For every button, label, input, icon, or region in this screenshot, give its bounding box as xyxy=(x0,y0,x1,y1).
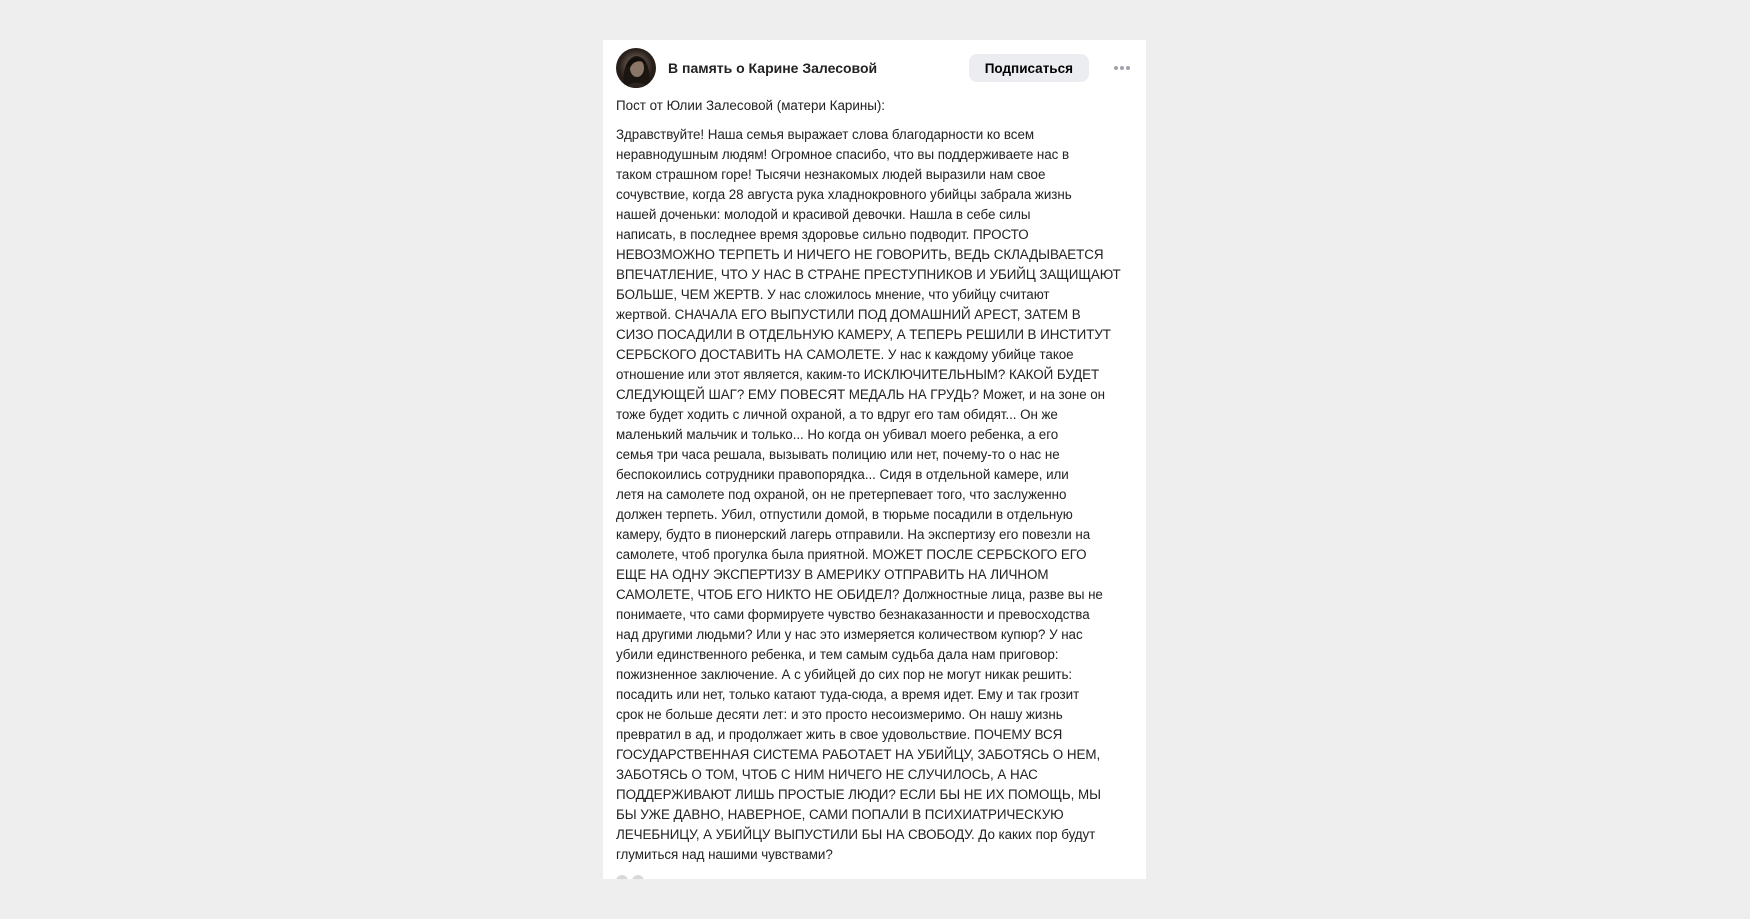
post-body xyxy=(616,96,1129,865)
post-line: БОЛЬШЕ, ЧЕМ ЖЕРТВ. У нас сложилось мнение, что убийцу считают xyxy=(616,287,1050,302)
community-name[interactable]: В память о Карине Залесовой xyxy=(668,60,878,76)
post-line: НЕВОЗМОЖНО ТЕРПЕТЬ И НИЧЕГО НЕ ГОВОРИТЬ, ВЕДЬ СКЛАДЫВАЕТСЯ xyxy=(616,247,1104,262)
post-line: маленький мальчик и только... Но когда он убивал моего ребенка, а его xyxy=(616,427,1059,442)
post-line: ЕЩЕ НА ОДНУ ЭКСПЕРТИЗУ В АМЕРИКУ ОТПРАВИТЬ НА ЛИЧНОМ xyxy=(616,567,1049,582)
post-line: сочувствие, когда 28 августа рука хладнокровного убийцы забрала жизнь xyxy=(616,187,1072,202)
post-line: убили единственного ребенка, и тем самым судьба дала нам приговор: xyxy=(616,647,1059,662)
post-line: ЛЕЧЕБНИЦУ, А УБИЙЦУ ВЫПУСТИЛИ БЫ НА СВОБОДУ. До каких пор будут xyxy=(616,827,1096,842)
post-line: нашей доченьки: молодой и красивой девочки. Нашла в себе силы xyxy=(616,207,1031,222)
post-line: пожизненное заключение. А с убийцей до сих пор не могут никак решить: xyxy=(616,667,1073,682)
post-line: понимаете, что сами формируете чувство безнаказанности и превосходства xyxy=(616,607,1090,622)
post-intro: Пост от Юлии Залесовой (матери Карины): xyxy=(616,98,886,113)
post-line: глумиться над нашими чувствами? xyxy=(616,847,833,862)
post-header xyxy=(616,46,1133,90)
post-line: тоже будет ходить с личной охраной, а то вдруг его там обидят... Он же xyxy=(616,407,1058,422)
avatar-photo xyxy=(616,48,656,88)
post-line: самолете, чтоб прогулка была приятной. МОЖЕТ ПОСЛЕ СЕРБСКОГО ЕГО xyxy=(616,547,1087,562)
post-line: беспокоились сотрудники правопорядка... Сидя в отдельной камере, или xyxy=(616,467,1069,482)
post-line: таком страшном горе! Тысячи незнакомых людей выразили нам свое xyxy=(616,167,1046,182)
more-horizontal-icon[interactable] xyxy=(1111,57,1133,79)
post-line: СИЗО ПОСАДИЛИ В ОТДЕЛЬНУЮ КАМЕРУ, А ТЕПЕРЬ РЕШИЛИ В ИНСТИТУТ xyxy=(616,327,1111,342)
reaction-icons xyxy=(616,875,644,879)
post-line: жертвой. СНАЧАЛА ЕГО ВЫПУСТИЛИ ПОД ДОМАШНИЙ АРЕСТ, ЗАТЕМ В xyxy=(616,307,1081,322)
post-line: ГОСУДАРСТВЕННАЯ СИСТЕМА РАБОТАЕТ НА УБИЙЦУ, ЗАБОТЯСЬ О НЕМ, xyxy=(616,747,1101,762)
post-line: СЛЕДУЮЩЕЙ ШАГ? ЕМУ ПОВЕСЯТ МЕДАЛЬ НА ГРУДЬ? Может, и на зоне он xyxy=(616,387,1106,402)
subscribe-button[interactable]: Подписаться xyxy=(969,54,1089,82)
post-line: СЕРБСКОГО ДОСТАВИТЬ НА САМОЛЕТЕ. У нас к каждому убийце такое xyxy=(616,347,1074,362)
post-line: семья три часа решала, вызывать полицию или нет, почему-то о нас не xyxy=(616,447,1060,462)
post-line: неравнодушным людям! Огромное спасибо, что вы поддерживаете нас в xyxy=(616,147,1070,162)
reaction-icon[interactable] xyxy=(632,875,644,879)
post-line: камеру, будто в пионерский лагерь отправили. На экспертизу его повезли на xyxy=(616,527,1091,542)
avatar[interactable] xyxy=(616,48,656,88)
post-card xyxy=(603,40,1146,879)
post-line: Здравствуйте! Наша семья выражает слова благодарности ко всем xyxy=(616,127,1034,142)
post-line: написать, в последнее время здоровье сильно подводит. ПРОСТО xyxy=(616,227,1029,242)
post-line: БЫ УЖЕ ДАВНО, НАВЕРНОЕ, САМИ ПОПАЛИ В ПСИХИАТРИЧЕСКУЮ xyxy=(616,807,1064,822)
reaction-icon[interactable] xyxy=(616,875,628,879)
post-line: срок не больше десяти лет: и это просто несоизмеримо. Он нашу жизнь xyxy=(616,707,1063,722)
post-line: ВПЕЧАТЛЕНИЕ, ЧТО У НАС В СТРАНЕ ПРЕСТУПНИКОВ И УБИЙЦ ЗАЩИЩАЮТ xyxy=(616,267,1121,282)
post-line: должен терпеть. Убил, отпустили домой, в тюрьме посадили в отдельную xyxy=(616,507,1073,522)
post-line: САМОЛЕТЕ, ЧТОБ ЕГО НИКТО НЕ ОБИДЕЛ? Должностные лица, разве вы не xyxy=(616,587,1103,602)
post-line: посадить или нет, только катают туда-сюда, а время идет. Ему и так грозит xyxy=(616,687,1080,702)
post-line: ЗАБОТЯСЬ О ТОМ, ЧТОБ С НИМ НИЧЕГО НЕ СЛУЧИЛОСЬ, А НАС xyxy=(616,767,1038,782)
post-line: отношение или этот является, каким-то ИСКЛЮЧИТЕЛЬНЫМ? КАКОЙ БУДЕТ xyxy=(616,367,1100,382)
post-line: над другими людьми? Или у нас это измеряется количеством купюр? У нас xyxy=(616,627,1083,642)
post-text xyxy=(616,125,1129,865)
post-line: ПОДДЕРЖИВАЮТ ЛИШЬ ПРОСТЫЕ ЛЮДИ? ЕСЛИ БЫ НЕ ИХ ПОМОЩЬ, МЫ xyxy=(616,787,1101,802)
post-line: превратил в ад, и продолжает жить в свое удовольствие. ПОЧЕМУ ВСЯ xyxy=(616,727,1063,742)
post-line: летя на самолете под охраной, он не претерпевает того, что заслуженно xyxy=(616,487,1067,502)
